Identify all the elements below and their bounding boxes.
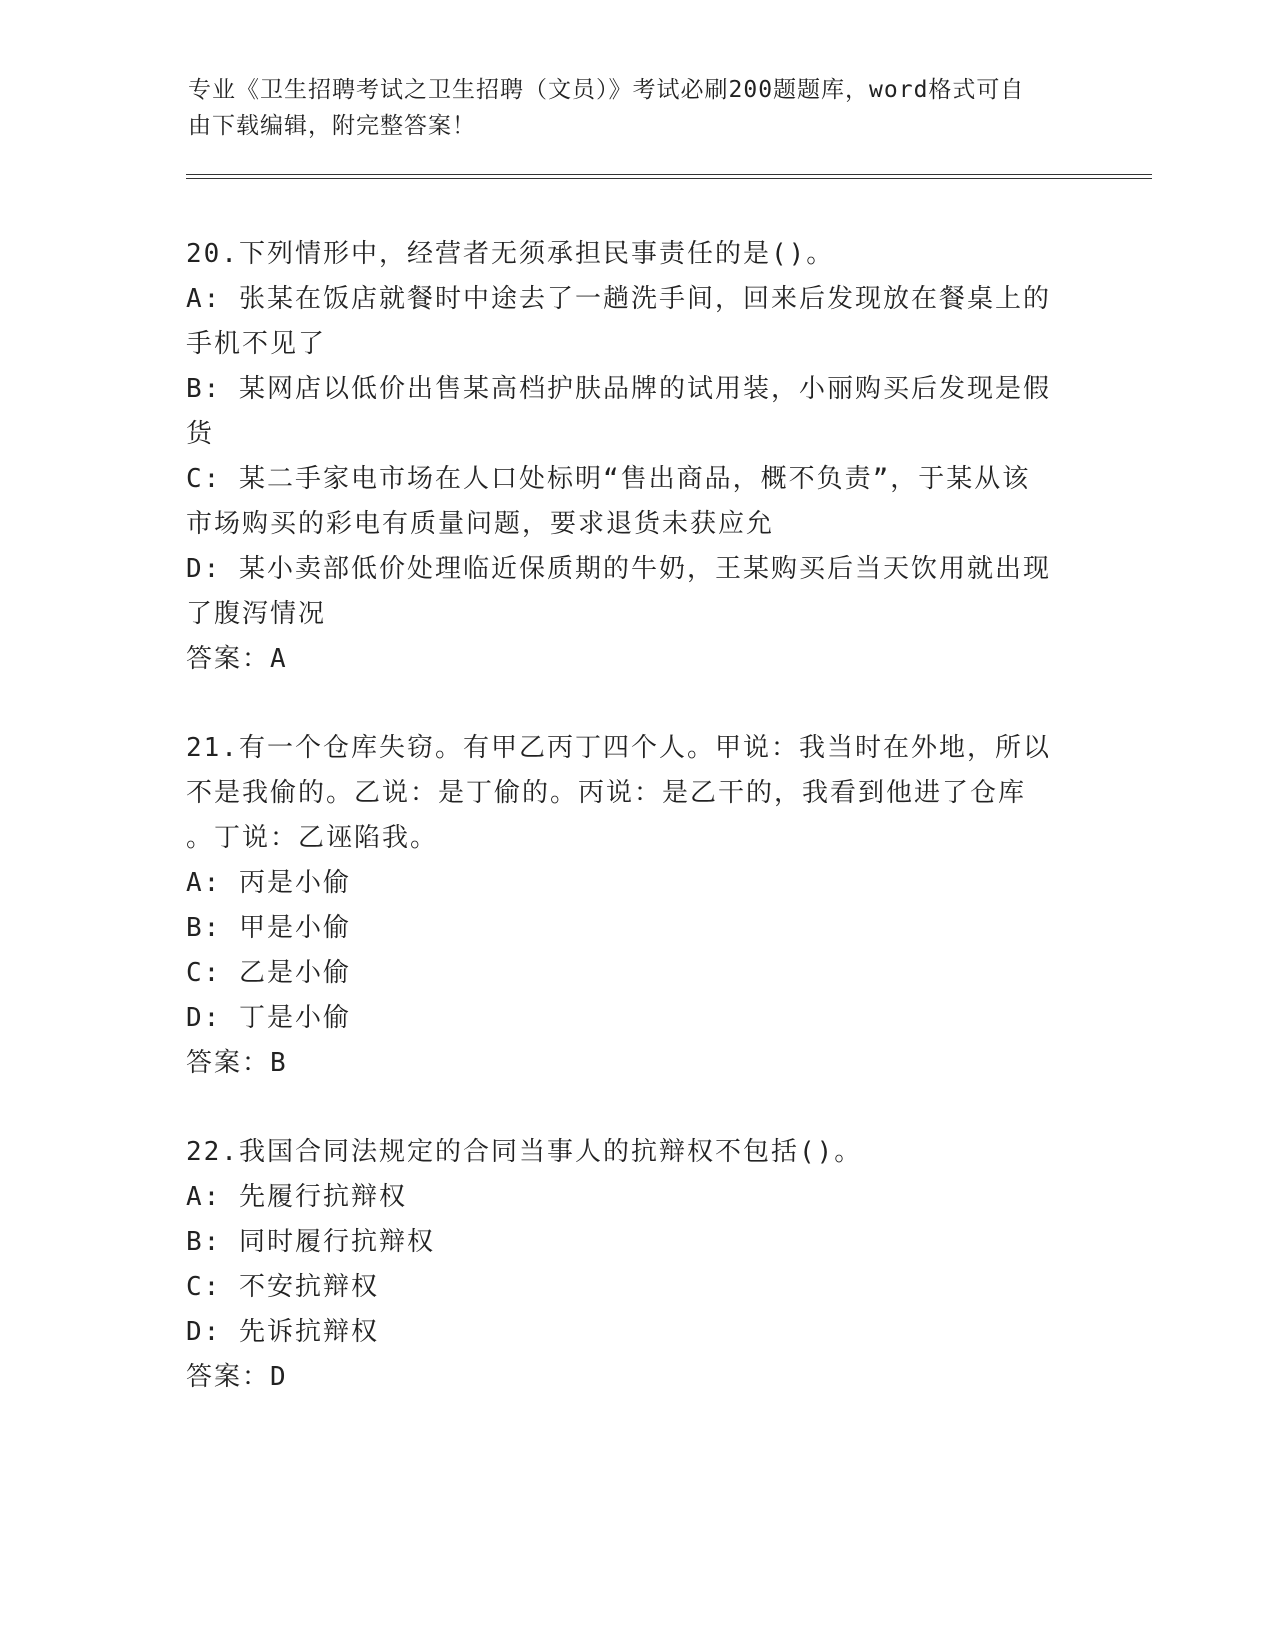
option-text: C: 某二手家电市场在人口处标明“售出商品，概不负责”，于某从该 <box>186 464 1031 494</box>
option-text: 手机不见了 <box>186 329 327 359</box>
answer <box>186 1355 1086 1400</box>
option-text: B: 甲是小偷 <box>186 913 351 943</box>
answer-value: A <box>270 644 288 674</box>
option-b <box>186 367 1086 457</box>
question-stem: 不是我偷的。乙说：是丁偷的。丙说：是乙干的，我看到他进了仓库 <box>186 778 1027 808</box>
option-a <box>186 277 1086 367</box>
option-text: C: 不安抗辩权 <box>186 1272 379 1302</box>
header-line-1: 专业《卫生招聘考试之卫生招聘（文员）》考试必刷200题题库，word格式可自 <box>188 77 1025 103</box>
option-b <box>186 906 1086 951</box>
option-text: D: 先诉抗辩权 <box>186 1317 379 1347</box>
option-text: D: 某小卖部低价处理临近保质期的牛奶，王某购买后当天饮用就出现 <box>186 554 1051 584</box>
question-list <box>186 232 1086 1444</box>
option-text: C: 乙是小偷 <box>186 958 351 988</box>
answer-label: 答案： <box>186 644 271 674</box>
question-20 <box>186 232 1086 682</box>
option-text: D: 丁是小偷 <box>186 1003 351 1033</box>
option-text: B: 同时履行抗辩权 <box>186 1227 435 1257</box>
option-text: 货 <box>186 419 215 449</box>
answer <box>186 1041 1086 1086</box>
option-text: A: 张某在饭店就餐时中途去了一趟洗手间，回来后发现放在餐桌上的 <box>186 284 1051 314</box>
option-a <box>186 1175 1086 1220</box>
question-21 <box>186 726 1086 1086</box>
question-stem: 22.我国合同法规定的合同当事人的抗辩权不包括()。 <box>186 1137 863 1167</box>
answer-label: 答案： <box>186 1048 271 1078</box>
question-stem: 20.下列情形中，经营者无须承担民事责任的是()。 <box>186 239 835 269</box>
option-d <box>186 547 1086 637</box>
option-d <box>186 1310 1086 1355</box>
answer-label: 答案： <box>186 1362 271 1392</box>
question-22 <box>186 1130 1086 1400</box>
option-a <box>186 861 1086 906</box>
option-text: A: 丙是小偷 <box>186 868 351 898</box>
answer-value: D <box>270 1362 288 1392</box>
option-text: A: 先履行抗辩权 <box>186 1182 407 1212</box>
option-d <box>186 996 1086 1041</box>
header-divider-bottom <box>186 178 1152 179</box>
option-text: 了腹泻情况 <box>186 599 327 629</box>
answer-value: B <box>270 1048 288 1078</box>
header-divider-top <box>186 174 1152 175</box>
header-line-2: 由下载编辑，附完整答案！ <box>188 113 476 139</box>
option-c <box>186 951 1086 996</box>
question-stem: 。丁说：乙诬陷我。 <box>186 823 439 853</box>
option-c <box>186 457 1086 547</box>
answer <box>186 637 1086 682</box>
option-b <box>186 1220 1086 1265</box>
option-text: 市场购买的彩电有质量问题，要求退货未获应允 <box>186 509 775 539</box>
option-text: B: 某网店以低价出售某高档护肤品牌的试用装，小丽购买后发现是假 <box>186 374 1051 404</box>
question-stem: 21.有一个仓库失窃。有甲乙丙丁四个人。甲说：我当时在外地，所以 <box>186 733 1051 763</box>
option-c <box>186 1265 1086 1310</box>
document-header <box>188 72 1068 144</box>
